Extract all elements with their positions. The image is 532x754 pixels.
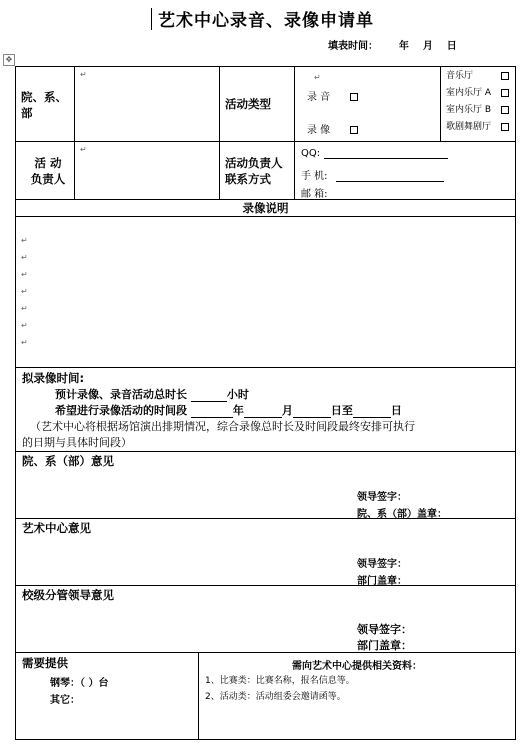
venue-option[interactable]: 室内乐厅 A [446, 87, 491, 99]
row-divider [15, 216, 516, 217]
dept-opinion-title: 院、系（部）意见 [22, 454, 114, 468]
col-divider [294, 66, 295, 199]
piano-count-field[interactable]: 钢琴：（ ）台 [50, 678, 109, 689]
venue-checkbox[interactable] [501, 123, 509, 131]
venue-option[interactable]: 音乐厅 [446, 70, 473, 82]
row-divider [15, 141, 516, 142]
fill-date-label: 填表时间： 年 月 日 [328, 41, 457, 52]
contact-phone-field[interactable]: 手 机: [301, 167, 444, 182]
school-leader-signature[interactable]: 领导签字： [357, 623, 412, 636]
row-divider [15, 652, 516, 653]
text-cursor [151, 8, 152, 30]
dept-leader-signature[interactable]: 领导签字： [357, 492, 407, 503]
video-description-area[interactable]: ↵ ↵ ↵ ↵ ↵ ↵ ↵ [21, 236, 28, 347]
materials-item: 1、比赛类：比赛名称，报名信息等。 [205, 676, 355, 686]
art-center-stamp[interactable]: 部门盖章： [357, 576, 407, 587]
option-audio[interactable]: 录 音 [307, 88, 358, 103]
col-divider [219, 66, 220, 199]
total-duration-field[interactable]: 预计录像、录音活动总时长 小时 [55, 388, 249, 401]
venue-checkbox[interactable] [501, 89, 509, 97]
form-title: 艺术中心录音、录像申请单 [158, 11, 374, 31]
row-divider [15, 451, 516, 452]
video-description-header: 录像说明 [242, 201, 289, 215]
row-divider [15, 585, 516, 586]
dept-stamp[interactable]: 院、系（部）盖章： [357, 509, 447, 520]
art-center-opinion-title: 艺术中心意见 [22, 521, 91, 535]
leader-label: 活 动 负责人 [30, 156, 66, 186]
venue-option[interactable]: 歌剧舞剧厅 [446, 121, 491, 133]
audio-checkbox[interactable] [350, 93, 358, 101]
activity-type-label: 活动类型 [225, 97, 271, 111]
time-heading: 拟录像时间: [22, 371, 85, 385]
video-checkbox[interactable] [350, 126, 358, 134]
col-divider [74, 66, 75, 199]
time-period-field[interactable]: 希望进行录像活动的时间段 年 月 日至 日 [55, 404, 402, 417]
contact-email-field[interactable]: 邮 箱: [301, 185, 444, 200]
school-leader-opinion-title: 校级分管领导意见 [22, 588, 114, 602]
col-divider [440, 66, 441, 141]
contact-qq-field[interactable]: QQ: [301, 147, 448, 159]
option-video[interactable]: 录 像 [307, 121, 358, 136]
venue-checkbox[interactable] [501, 106, 509, 114]
table-move-handle-icon[interactable]: ✥ [3, 54, 15, 66]
school-stamp[interactable]: 部门盖章： [357, 639, 412, 652]
dept-label: 院、系、部 [21, 90, 67, 120]
venue-checkbox[interactable] [501, 72, 509, 80]
materials-item: 2、活动类：活动组委会邀请函等。 [205, 692, 346, 702]
schedule-note: （艺术中心将根据场馆演出排期情况，综合录像总时长及时间段最终安排可执行 的日期与具体时间段） [22, 420, 415, 449]
materials-title: 需向艺术中心提供相关资料： [292, 661, 422, 672]
other-needs-field[interactable]: 其它： [50, 695, 80, 706]
art-center-leader-signature[interactable]: 领导签字： [357, 559, 407, 570]
contact-label: 活动负责人 联系方式 [225, 156, 283, 186]
venue-option[interactable]: 室内乐厅 B [446, 104, 491, 116]
row-divider [15, 367, 516, 368]
needs-title: 需要提供 [22, 656, 68, 670]
